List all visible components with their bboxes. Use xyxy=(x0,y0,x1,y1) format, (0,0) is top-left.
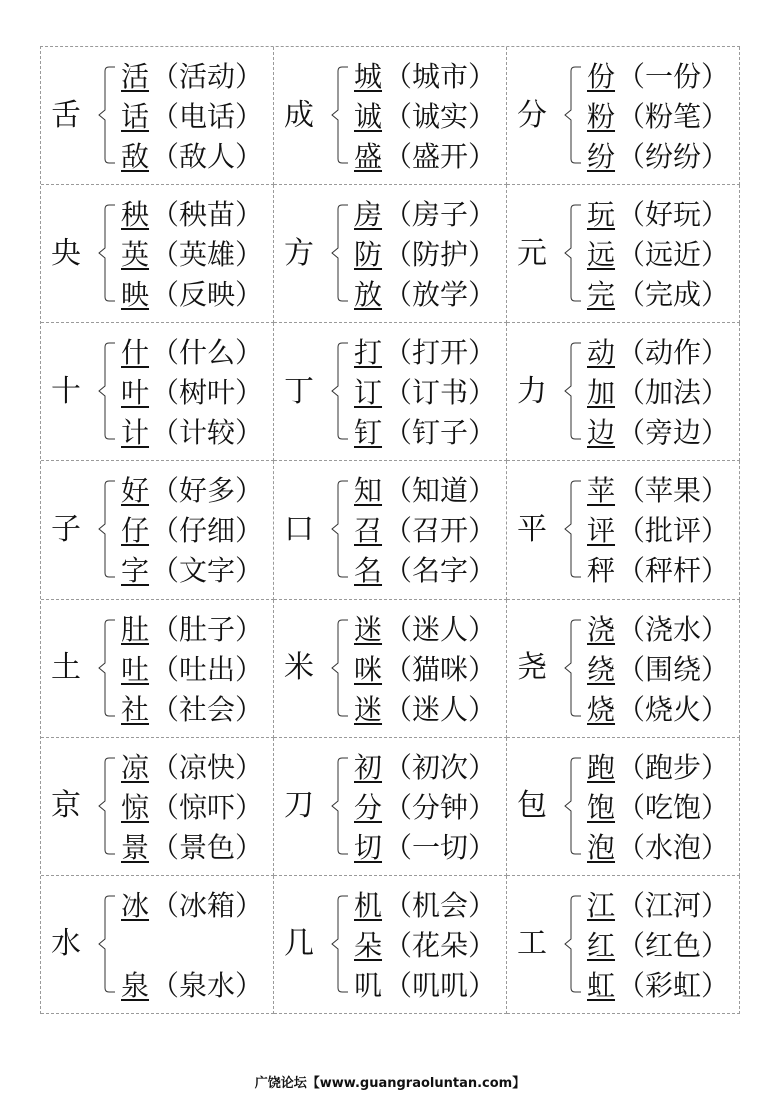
derived-word-line xyxy=(587,551,729,591)
bracket-icon xyxy=(322,65,352,165)
derived-word-line xyxy=(354,511,496,551)
derived-word-line xyxy=(587,788,729,828)
derived-character: 迷 xyxy=(354,692,383,726)
root-character: 尧 xyxy=(517,650,547,686)
derived-word-line xyxy=(121,333,263,373)
derived-character: 红 xyxy=(587,928,616,962)
grid-cell xyxy=(41,461,274,599)
example-word: （彩虹） xyxy=(617,968,730,1002)
derived-character: 肚 xyxy=(121,612,150,646)
example-word: （完成） xyxy=(617,278,730,312)
example-word: （猫咪） xyxy=(384,652,497,686)
root-character: 央 xyxy=(51,235,81,271)
derived-word-line xyxy=(354,235,496,275)
root-character: 京 xyxy=(51,788,81,824)
derived-character: 敌 xyxy=(121,140,150,173)
derived-word-list xyxy=(587,610,729,730)
bracket-icon xyxy=(555,65,585,165)
derived-word-line xyxy=(121,748,263,788)
root-character: 舌 xyxy=(51,97,81,133)
derived-word-line xyxy=(587,511,729,551)
derived-word-line xyxy=(354,748,496,788)
example-word: （凉快） xyxy=(151,750,264,784)
example-word: （景色） xyxy=(151,830,264,864)
example-word: （社会） xyxy=(151,692,264,726)
example-word: （树叶） xyxy=(151,376,264,410)
bracket-icon xyxy=(555,203,585,303)
derived-character: 计 xyxy=(121,416,150,450)
root-character: 子 xyxy=(51,511,81,547)
derived-character: 秤 xyxy=(587,554,616,588)
root-character: 刀 xyxy=(284,788,314,824)
grid-cell xyxy=(41,876,274,1014)
derived-character: 分 xyxy=(354,790,383,824)
example-word: （秤杆） xyxy=(617,554,730,588)
example-word: （红色） xyxy=(617,928,730,962)
bracket-icon xyxy=(555,341,585,441)
derived-character: 惊 xyxy=(121,790,150,824)
root-character: 分 xyxy=(517,97,547,133)
root-character: 几 xyxy=(284,926,314,962)
derived-character: 召 xyxy=(354,514,383,548)
derived-word-line xyxy=(354,650,496,690)
bracket-icon xyxy=(89,341,119,441)
derived-word-line xyxy=(354,551,496,591)
derived-word-line xyxy=(587,137,729,177)
derived-word-line xyxy=(587,471,729,511)
derived-word-list xyxy=(587,886,729,1006)
derived-character: 跑 xyxy=(587,750,616,784)
derived-character: 纷 xyxy=(587,140,616,173)
grid-cell xyxy=(507,47,740,185)
derived-word-line xyxy=(354,413,496,453)
example-word: （惊吓） xyxy=(151,790,264,824)
example-word: （城市） xyxy=(384,60,497,93)
example-word: （一切） xyxy=(384,830,497,864)
derived-word-line xyxy=(121,97,263,137)
example-word: （仔细） xyxy=(151,514,264,548)
example-word: （远近） xyxy=(617,238,730,272)
root-character: 口 xyxy=(284,511,314,547)
example-word: （电话） xyxy=(151,100,264,133)
derived-word-line xyxy=(121,886,263,926)
derived-word-line xyxy=(354,97,496,137)
bracket-icon xyxy=(89,479,119,579)
derived-word-line xyxy=(121,235,263,275)
example-word: （迷人） xyxy=(384,612,497,646)
derived-word-list xyxy=(354,748,496,868)
example-word: （知道） xyxy=(384,474,497,508)
derived-character: 名 xyxy=(354,554,383,588)
root-character: 方 xyxy=(284,235,314,271)
root-character: 水 xyxy=(51,926,81,962)
derived-word-line xyxy=(121,137,263,177)
example-word: （文字） xyxy=(151,554,264,588)
derived-word-line xyxy=(121,788,263,828)
derived-character: 知 xyxy=(354,474,383,508)
bracket-icon xyxy=(89,756,119,856)
derived-word-line xyxy=(354,828,496,868)
derived-word-line xyxy=(121,57,263,97)
root-character: 包 xyxy=(517,788,547,824)
derived-word-line xyxy=(354,137,496,177)
grid-cell xyxy=(41,47,274,185)
derived-word-line xyxy=(587,97,729,137)
example-word: （吐出） xyxy=(151,652,264,686)
derived-character: 话 xyxy=(121,100,150,133)
example-word: （叽叽） xyxy=(384,968,497,1002)
example-word: （围绕） xyxy=(617,652,730,686)
bracket-icon xyxy=(555,618,585,718)
example-word: （机会） xyxy=(384,888,497,922)
derived-character: 泉 xyxy=(121,968,150,1002)
example-word: （钉子） xyxy=(384,416,497,450)
example-word: （冰箱） xyxy=(151,888,264,922)
example-word: （打开） xyxy=(384,336,497,370)
example-word: （花朵） xyxy=(384,928,497,962)
root-character: 力 xyxy=(517,373,547,409)
derived-character: 冰 xyxy=(121,888,150,922)
derived-character: 咪 xyxy=(354,652,383,686)
example-word: （防护） xyxy=(384,238,497,272)
derived-character: 防 xyxy=(354,238,383,272)
grid-cell xyxy=(41,738,274,876)
derived-character: 活 xyxy=(121,60,150,93)
example-word: （加法） xyxy=(617,376,730,410)
example-word: （活动） xyxy=(151,60,264,93)
derived-character: 远 xyxy=(587,238,616,272)
grid-cell xyxy=(507,738,740,876)
example-word: （分钟） xyxy=(384,790,497,824)
bracket-icon xyxy=(322,756,352,856)
example-word: （什么） xyxy=(151,336,264,370)
bracket-icon xyxy=(89,894,119,994)
example-word: （计较） xyxy=(151,416,264,450)
bracket-icon xyxy=(89,618,119,718)
bracket-icon xyxy=(322,894,352,994)
example-word: （肚子） xyxy=(151,612,264,646)
derived-character: 盛 xyxy=(354,140,383,173)
derived-word-list xyxy=(587,748,729,868)
example-word: （纷纷） xyxy=(617,140,730,173)
grid-cell xyxy=(274,876,507,1014)
derived-word-list xyxy=(587,57,729,177)
derived-character: 机 xyxy=(354,888,383,922)
derived-word-list xyxy=(121,610,263,730)
bracket-icon xyxy=(322,479,352,579)
grid-cell xyxy=(41,185,274,323)
derived-character: 江 xyxy=(587,888,616,922)
derived-word-line xyxy=(587,413,729,453)
grid-cell xyxy=(507,876,740,1014)
grid-cell xyxy=(274,185,507,323)
derived-word-list xyxy=(354,195,496,315)
example-word: （旁边） xyxy=(617,416,730,450)
derived-word-line xyxy=(121,551,263,591)
derived-character: 初 xyxy=(354,750,383,784)
root-character: 丁 xyxy=(284,373,314,409)
derived-word-line xyxy=(354,966,496,1006)
derived-word-line xyxy=(587,828,729,868)
derived-character: 浇 xyxy=(587,612,616,646)
root-character: 元 xyxy=(517,235,547,271)
example-word: （反映） xyxy=(151,278,264,312)
derived-character: 绕 xyxy=(587,652,616,686)
derived-word-list xyxy=(354,471,496,591)
bracket-icon xyxy=(89,65,119,165)
grid-cell xyxy=(41,600,274,738)
derived-word-line xyxy=(587,57,729,97)
derived-character: 社 xyxy=(121,692,150,726)
example-word: （吃饱） xyxy=(617,790,730,824)
derived-word-line xyxy=(354,57,496,97)
example-word: （跑步） xyxy=(617,750,730,784)
bracket-icon xyxy=(322,618,352,718)
derived-word-line xyxy=(587,886,729,926)
root-character: 成 xyxy=(284,97,314,133)
footer-source: 广饶论坛【www.guangraoluntan.com】 xyxy=(254,1076,526,1091)
example-word: （水泡） xyxy=(617,830,730,864)
grid-cell xyxy=(41,323,274,461)
derived-character: 什 xyxy=(121,336,150,370)
derived-character: 订 xyxy=(354,376,383,410)
derived-word-line xyxy=(354,275,496,315)
derived-word-line xyxy=(121,413,263,453)
grid-cell xyxy=(507,185,740,323)
example-word: （订书） xyxy=(384,376,497,410)
derived-character: 好 xyxy=(121,474,150,508)
derived-character: 粉 xyxy=(587,100,616,133)
derived-word-line xyxy=(121,610,263,650)
grid-cell xyxy=(274,461,507,599)
derived-word-line xyxy=(587,650,729,690)
example-word: （浇水） xyxy=(617,612,730,646)
derived-word-list xyxy=(587,195,729,315)
derived-word-list xyxy=(354,610,496,730)
derived-word-line xyxy=(354,886,496,926)
example-word: （英雄） xyxy=(151,238,264,272)
derived-word-list xyxy=(354,886,496,1006)
example-word: （秧苗） xyxy=(151,198,264,232)
derived-word-line xyxy=(121,690,263,730)
example-word: （初次） xyxy=(384,750,497,784)
derived-character: 放 xyxy=(354,278,383,312)
derived-word-line xyxy=(587,748,729,788)
derived-character: 叶 xyxy=(121,376,150,410)
derived-word-line xyxy=(121,828,263,868)
derived-word-line xyxy=(121,966,263,1006)
example-word: （一份） xyxy=(617,60,730,93)
derived-word-line xyxy=(121,650,263,690)
derived-word-list xyxy=(587,333,729,453)
derived-word-line xyxy=(587,966,729,1006)
derived-word-line xyxy=(354,690,496,730)
grid-cell xyxy=(274,600,507,738)
derived-character: 钉 xyxy=(354,416,383,450)
derived-word-line xyxy=(587,195,729,235)
derived-character: 映 xyxy=(121,278,150,312)
derived-character: 加 xyxy=(587,376,616,410)
derived-word-line xyxy=(587,235,729,275)
derived-word-line xyxy=(354,610,496,650)
derived-character: 凉 xyxy=(121,750,150,784)
grid-cell xyxy=(507,323,740,461)
grid-cell xyxy=(274,738,507,876)
example-word: （迷人） xyxy=(384,692,497,726)
derived-word-list xyxy=(121,748,263,868)
derived-word-list xyxy=(121,333,263,453)
derived-word-line xyxy=(121,926,263,966)
root-character: 米 xyxy=(284,650,314,686)
derived-word-line xyxy=(121,471,263,511)
example-word: （批评） xyxy=(617,514,730,548)
example-word: （名字） xyxy=(384,554,497,588)
derived-character: 秧 xyxy=(121,198,150,232)
derived-word-list xyxy=(354,333,496,453)
derived-word-list xyxy=(121,471,263,591)
derived-word-line xyxy=(587,333,729,373)
bracket-icon xyxy=(322,341,352,441)
derived-character: 边 xyxy=(587,416,616,450)
derived-word-line xyxy=(121,275,263,315)
root-character: 土 xyxy=(51,650,81,686)
derived-character: 烧 xyxy=(587,692,616,726)
example-word: （召开） xyxy=(384,514,497,548)
derived-character: 虹 xyxy=(587,968,616,1002)
example-word: （好玩） xyxy=(617,198,730,232)
derived-word-list xyxy=(587,471,729,591)
derived-word-line xyxy=(354,788,496,828)
root-character: 平 xyxy=(517,511,547,547)
derived-word-line xyxy=(587,690,729,730)
derived-word-line xyxy=(354,471,496,511)
derived-character: 景 xyxy=(121,830,150,864)
root-character: 工 xyxy=(517,926,547,962)
example-word: （泉水） xyxy=(151,968,264,1002)
derived-character: 评 xyxy=(587,514,616,548)
example-word: （江河） xyxy=(617,888,730,922)
example-word: （粉笔） xyxy=(617,100,730,133)
example-word: （房子） xyxy=(384,198,497,232)
derived-character: 朵 xyxy=(354,928,383,962)
derived-character: 泡 xyxy=(587,830,616,864)
derived-character: 玩 xyxy=(587,198,616,232)
derived-word-list xyxy=(121,886,263,1006)
derived-word-line xyxy=(121,373,263,413)
derived-word-list xyxy=(121,195,263,315)
example-word: （放学） xyxy=(384,278,497,312)
bracket-icon xyxy=(555,756,585,856)
derived-word-line xyxy=(587,373,729,413)
derived-character: 完 xyxy=(587,278,616,312)
derived-character: 迷 xyxy=(354,612,383,646)
bracket-icon xyxy=(555,894,585,994)
derived-character: 饱 xyxy=(587,790,616,824)
derived-word-list xyxy=(121,57,263,177)
derived-character: 房 xyxy=(354,198,383,232)
derived-word-list xyxy=(354,57,496,177)
derived-character: 动 xyxy=(587,336,616,370)
derived-word-line xyxy=(121,195,263,235)
example-word: （烧火） xyxy=(617,692,730,726)
bracket-icon xyxy=(89,203,119,303)
derived-character: 打 xyxy=(354,336,383,370)
example-word: （动作） xyxy=(617,336,730,370)
bracket-icon xyxy=(555,479,585,579)
character-grid xyxy=(40,46,740,1014)
grid-cell xyxy=(507,600,740,738)
derived-word-line xyxy=(354,926,496,966)
derived-character: 仔 xyxy=(121,514,150,548)
example-word: （好多） xyxy=(151,474,264,508)
derived-word-line xyxy=(587,926,729,966)
derived-character: 城 xyxy=(354,60,383,93)
example-word: （诚实） xyxy=(384,100,497,133)
derived-character: 英 xyxy=(121,238,150,272)
root-character: 十 xyxy=(51,373,81,409)
grid-cell xyxy=(274,323,507,461)
derived-character: 吐 xyxy=(121,652,150,686)
derived-character: 切 xyxy=(354,830,383,864)
grid-cell xyxy=(274,47,507,185)
derived-character: 叽 xyxy=(354,968,383,1002)
bracket-icon xyxy=(322,203,352,303)
derived-character: 份 xyxy=(587,60,616,93)
example-word: （苹果） xyxy=(617,474,730,508)
derived-character: 字 xyxy=(121,554,150,588)
derived-character: 诚 xyxy=(354,100,383,133)
derived-word-line xyxy=(121,511,263,551)
example-word: （敌人） xyxy=(151,140,264,173)
derived-word-line xyxy=(587,275,729,315)
derived-word-line xyxy=(354,195,496,235)
derived-character: 苹 xyxy=(587,474,616,508)
derived-word-line xyxy=(587,610,729,650)
example-word: （盛开） xyxy=(384,140,497,173)
derived-word-line xyxy=(354,333,496,373)
grid-cell xyxy=(507,461,740,599)
derived-word-line xyxy=(354,373,496,413)
